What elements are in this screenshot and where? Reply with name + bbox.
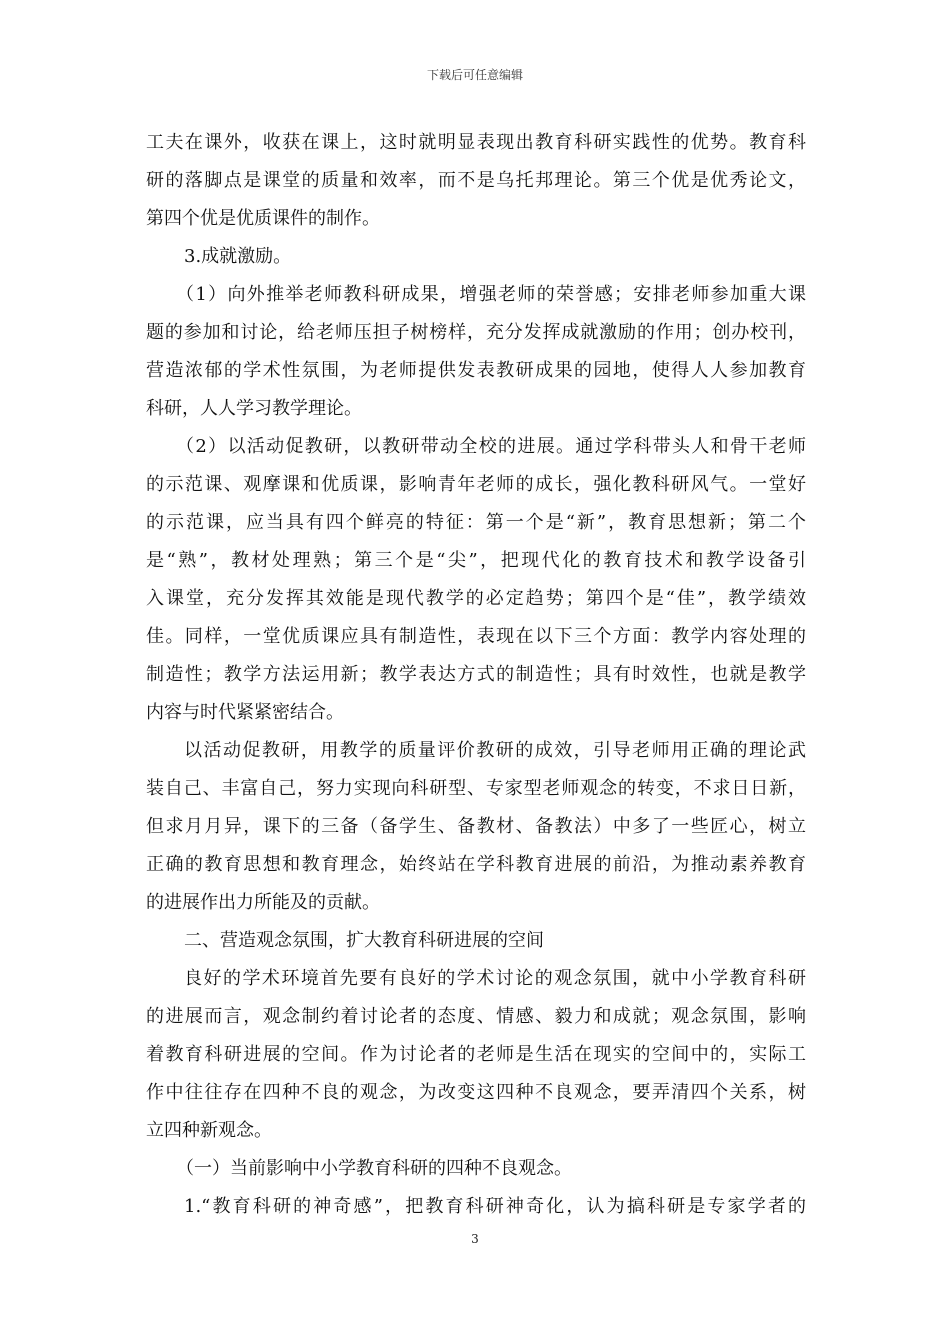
text-line: 装自己、丰富自己，努力实现向科研型、专家型老师观念的转变，不求日日新， [146,778,806,799]
text-line: 工夫在课外，收获在课上，这时就明显表现出教育科研实践性的优势。教育科 [146,132,806,153]
text-line: 立四种新观念。 [146,1120,272,1141]
text-line: 正确的教育思想和教育理念，始终站在学科教育进展的前沿，为推动素养教育 [146,854,806,875]
text-line: 科研，人人学习教学理论。 [146,398,362,419]
text-line: 营造浓郁的学术性氛围，为老师提供发表教研成果的园地，使得人人参加教育 [146,360,806,381]
text-line: 1.“教育科研的神奇感”，把教育科研神奇化，认为搞科研是专家学者的 [184,1196,806,1217]
section-heading: 3.成就激励。 [184,246,292,267]
text-line: 的示范课、观摩课和优质课，影响青年老师的成长，强化教科研风气。一堂好 [146,474,806,495]
text-line: 第四个优是优质课件的制作。 [146,208,380,229]
text-line: 良好的学术环境首先要有良好的学术讨论的观念氛围，就中小学教育科研 [184,968,806,989]
subsection-heading: （一）当前影响中小学教育科研的四种不良观念。 [176,1158,572,1179]
text-line: 研的落脚点是课堂的质量和效率，而不是乌托邦理论。第三个优是优秀论文， [146,170,806,191]
text-line: 佳。同样，一堂优质课应具有制造性，表现在以下三个方面：教学内容处理的 [146,626,806,647]
page-header: 下载后可任意编辑 [426,68,523,82]
text-line: （2）以活动促教研，以教研带动全校的进展。通过学科带头人和骨干老师 [176,436,806,457]
document-body [146,124,806,1226]
text-line: 作中往往存在四种不良的观念，为改变这四种不良观念，要弄清四个关系，树 [146,1082,806,1103]
section-heading: 二、营造观念氛围，扩大教育科研进展的空间 [184,930,544,951]
text-line: 是“熟”，教材处理熟；第三个是“尖”，把现代化的教育技术和教学设备引 [146,550,806,571]
text-line: （1）向外推举老师教科研成果，增强老师的荣誉感；安排老师参加重大课 [176,284,806,305]
text-line: 内容与时代紧紧密结合。 [146,702,344,723]
text-line: 的进展而言，观念制约着讨论者的态度、情感、毅力和成就；观念氛围，影响 [146,1006,806,1027]
text-line: 着教育科研进展的空间。作为讨论者的老师是生活在现实的空间中的，实际工 [146,1044,806,1065]
text-line: 的示范课，应当具有四个鲜亮的特征：第一个是“新”，教育思想新；第二个 [146,512,806,533]
text-line: 入课堂，充分发挥其效能是现代教学的必定趋势；第四个是“佳”，教学绩效 [146,588,806,609]
text-line: 的进展作出力所能及的贡献。 [146,892,380,913]
page-number: 3 [471,1232,479,1246]
text-line: 以活动促教研，用教学的质量评价教研的成效，引导老师用正确的理论武 [184,740,806,761]
text-line: 但求月月异，课下的三备（备学生、备教材、备教法）中多了一些匠心，树立 [146,816,806,837]
text-line: 制造性；教学方法运用新；教学表达方式的制造性；具有时效性，也就是教学 [146,664,806,685]
text-line: 题的参加和讨论，给老师压担子树榜样，充分发挥成就激励的作用；创办校刊， [146,322,806,343]
